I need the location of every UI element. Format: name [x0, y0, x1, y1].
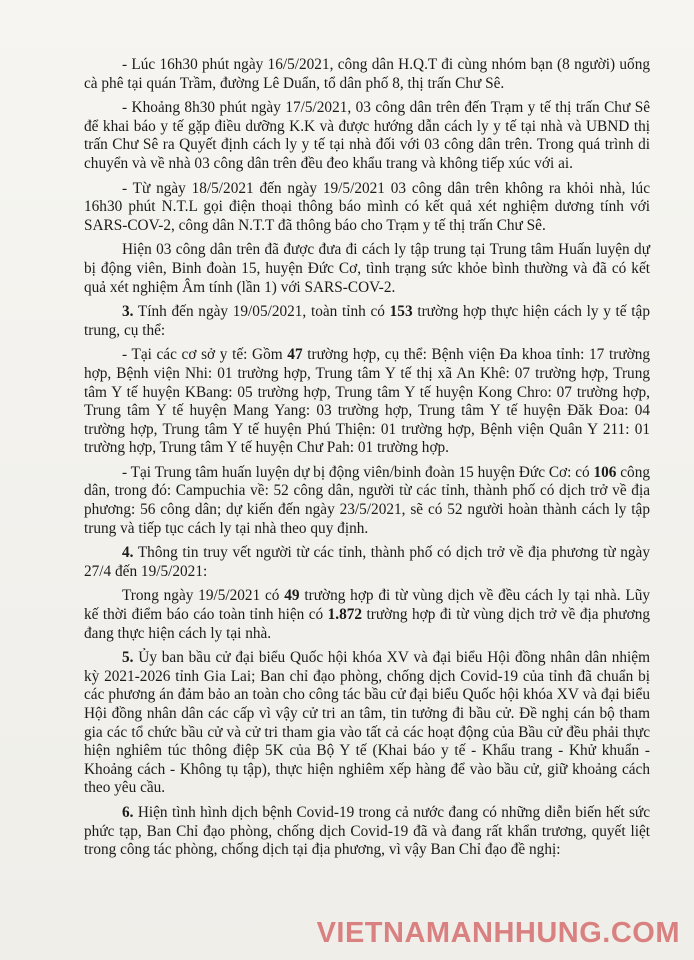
paragraph-10: 5. Ủy ban bầu cử đại biểu Quốc hội khóa XV và đại biểu Hội đồng nhân dân nhiệm kỳ 2021-2026 tỉnh Gia Lai; Ban chỉ đạo phòng, chống dịch Covid-19 của tỉnh đã chuẩn bị các phương án đảm bảo an toàn cho công tác bầu cử đại biểu Quốc hội khóa XV và đại biểu Hội đồng nhân dân các cấp vì vậy cử tri an tâm, tin tưởng đi bầu cử. Đề nghị cán bộ tham gia các tổ chức bầu cử và cử tri tham gia vào tất cả các hoạt động của Bầu cử đều phải thực hiện nghiêm túc thông điệp 5K của Bộ Y tế (Khai báo y tế - Khẩu trang - Khử khuẩn - Khoảng cách - Không tụ tập), thực hiện nghiêm xếp hàng để vào bầu cử, giữ khoảng cách theo yêu cầu.	[84, 649, 650, 797]
paragraph-11: 6. Hiện tình hình dịch bệnh Covid-19 trong cả nước đang có những diễn biến hết sức phức tạp, Ban Chỉ đạo phòng, chống dịch Covid-19 đã và đang rất khẩn trương, quyết liệt trong công tác phòng, chống dịch tại địa phương, vì vậy Ban Chỉ đạo đề nghị:	[84, 803, 650, 859]
paragraph-4: Hiện 03 công dân trên đã được đưa đi cách ly tập trung tại Trung tâm Huấn luyện dự bị động viên, Binh đoàn 15, huyện Đức Cơ, tình trạng sức khỏe bình thường và đã có kết quả xét nghiệm Âm tính (lần 1) với SARS-COV-2.	[84, 241, 650, 296]
paragraph-7: - Tại Trung tâm huấn luyện dự bị động viên/binh đoàn 15 huyện Đức Cơ: có 106 công dân, trong đó: Campuchia về: 52 công dân, người từ các tỉnh, thành phố có dịch trở về địa phương: 56 công dân; dự kiến đến ngày 23/5/2021, sẽ có 52 người hoàn thành cách ly tập trung và tiếp tục cách ly tại nhà theo quy định.	[84, 463, 650, 537]
paragraph-3: - Từ ngày 18/5/2021 đến ngày 19/5/2021 03 công dân trên không ra khỏi nhà, lúc 16h30 phút N.T.L gọi điện thoại thông báo mình có kết quả xét nghiệm dương tính với SARS-COV-2, công dân N.T.T đã thông báo cho Trạm y tế thị trấn Chư Sê.	[84, 179, 650, 234]
paragraph-2: - Khoảng 8h30 phút ngày 17/5/2021, 03 công dân trên đến Trạm y tế thị trấn Chư Sê để khai báo y tế gặp điều dưỡng K.K và được hướng dẫn cách ly y tế tại nhà và UBND thị trấn Chư Sê ra Quyết định cách ly y tế tại nhà đối với 03 công dân trên. Trong quá trình di chuyển và về nhà 03 công dân trên đều đeo khẩu trang và không tiếp xúc với ai.	[84, 99, 650, 172]
quarantine-count: 153	[389, 303, 413, 321]
section-number: 5.	[122, 649, 134, 667]
cumulative-home-quarantine-count: 1.872	[327, 606, 363, 624]
paragraph-9: Trong ngày 19/5/2021 có 49 trường hợp đi từ vùng dịch về đều cách ly tại nhà. Lũy kế thời điểm báo cáo toàn tỉnh hiện có 1.872 trường hợp đi từ vùng dịch trở về địa phương đang thực hiện cách ly tại nhà.	[84, 587, 650, 642]
medical-facility-count: 47	[287, 346, 303, 364]
paragraph-1: - Lúc 16h30 phút ngày 16/5/2021, công dân H.Q.T đi cùng nhóm bạn (8 người) uống cà phê tại quán Trầm, đường Lê Duẩn, tổ dân phố 8, thị trấn Chư Sê.	[84, 56, 650, 92]
paragraph-6: - Tại các cơ sở y tế: Gồm 47 trường hợp, cụ thể: Bệnh viện Đa khoa tỉnh: 17 trường hợp, Bệnh viện Nhi: 01 trường hợp, Trung tâm Y tế thị xã An Khê: 07 trường hợp, Trung tâm Y tế huyện KBang: 05 trường hợp, Trung tâm Y tế huyện Kong Chro: 07 trường hợp, Trung tâm Y tế huyện Mang Yang: 03 trường hợp, Trung tâm Y tế huyện Đăk Đoa: 04 trường hợp, Trung tâm Y tế huyện Phú Thiện: 01 trường hợp, Bệnh viện Quân Y 211: 01 trường hợp, Trung tâm Y tế huyện Chư Pah: 01 trường hợp.	[84, 346, 651, 457]
document-body	[84, 56, 650, 866]
section-number: 4.	[122, 544, 134, 562]
section-number: 6.	[122, 803, 134, 821]
paragraph-8: 4. Thông tin truy vết người từ các tỉnh, thành phố có dịch trở về địa phương từ ngày 27/4 đến 19/5/2021:	[84, 544, 650, 580]
daily-home-quarantine-count: 49	[284, 587, 300, 605]
paragraph-5: 3. Tính đến ngày 19/05/2021, toàn tỉnh có 153 trường hợp thực hiện cách ly y tế tập trung, cụ thể:	[84, 303, 650, 339]
site-watermark: VIETNAMANHHUNG.COM	[316, 917, 680, 949]
training-center-count: 106	[593, 463, 617, 481]
section-number: 3.	[122, 303, 134, 321]
